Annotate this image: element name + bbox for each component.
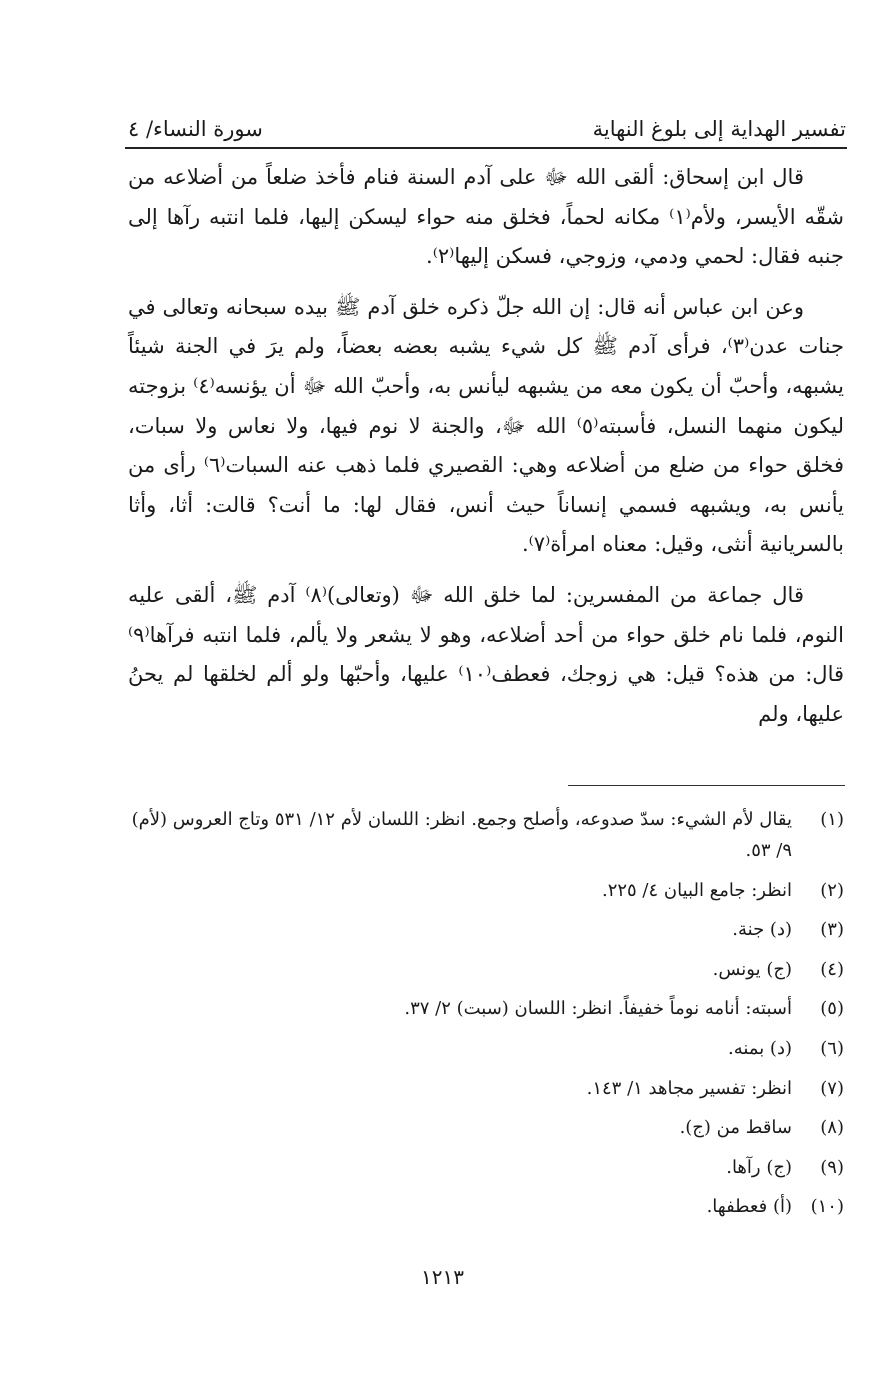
footnote	[128, 1112, 844, 1143]
footnote-number: (٧)	[820, 1077, 844, 1099]
footnote-number: (١)	[820, 809, 844, 830]
footnote-number: (٩)	[820, 1156, 844, 1178]
footnote-text: أسبته: أنامه نوماً خفيفاً. انظر: اللسان (سبت) ٢/ ٣٧.	[404, 998, 792, 1020]
footnote-text: (د) بمنه.	[727, 1037, 792, 1059]
footnote-separator	[568, 785, 845, 786]
surah-label: سورة النساء/ ٤	[128, 117, 263, 141]
footnote	[128, 1191, 844, 1222]
footnote	[128, 914, 844, 945]
footnote-number: (٤)	[820, 958, 844, 980]
paragraph: قال ابن إسحاق: ألقى الله ﷻ على آدم السنة فنام فأخذ ضلعاً من أضلاعه من شقّه الأيسر، ولأم⁽١⁾ مكانه لحماً، فخلق منه حواء ليسكن إليها، فلما انتبه رآها إلى جنبه فقال: لحمي ودمي، وزوجي، فسكن إليها⁽٢⁾.	[128, 165, 844, 269]
footnote	[128, 1073, 844, 1104]
footnote-number: (٢)	[820, 879, 844, 901]
running-header	[128, 100, 846, 144]
footnote-text: ساقط من (ج).	[679, 1117, 792, 1139]
footnote	[128, 1033, 844, 1064]
footnote-text: يقال لأم الشيء: سدّ صدوعه، وأصلح وجمع. انظر: اللسان لأم ١٢/ ٥٣١ وتاج العروس (لأم) ٩/ ٥٣.	[131, 809, 792, 861]
footnote-text: انظر: جامع البيان ٤/ ٢٢٥.	[601, 879, 792, 901]
footnote-text: (أ) فعطفها.	[706, 1196, 792, 1218]
footnote	[128, 875, 844, 906]
footnote	[128, 1152, 844, 1183]
footnote-number: (٦)	[820, 1037, 844, 1059]
book-title: تفسير الهداية إلى بلوغ النهاية	[592, 117, 846, 141]
paragraph: وعن ابن عباس أنه قال: إن الله جلّ ذكره خلق آدم ﷺ بيده سبحانه وتعالى في جنات عدن⁽٣⁾، فرأى آدم ﷺ كل شيء يشبه بعضه بعضاً، ولم يرَ في الجنة شيئاً يشبهه، وأحبّ أن يكون معه من يشبهه ليأنس به، وأحبّ الله ﷻ أن يؤنسه⁽٤⁾ بزوجته ليكون منهما النسل، فأسبته⁽٥⁾ الله ﷻ، والجنة لا نوم فيها، ولا نعاس ولا سبات، فخلق حواء من ضلع من أضلاعه وهي: القصيري فلما ذهب عنه السبات⁽٦⁾ رأى من يأنس به، ويشبهه فسمي إنساناً حيث أنس، فقال لها: ما أنت؟ قالت: أثا، وأثا بالسريانية أنثى، وقيل: معناه امرأة⁽٧⁾.	[128, 294, 845, 557]
footnote-text: انظر: تفسير مجاهد ١/ ١٤٣.	[586, 1077, 792, 1099]
footnote	[128, 804, 844, 866]
footnotes-list	[128, 804, 844, 1231]
footnote	[128, 954, 844, 985]
footnote-number: (٥)	[820, 998, 844, 1020]
footnote	[128, 993, 844, 1024]
footnote-number: (١٠)	[810, 1196, 844, 1218]
footnote-number: (٨)	[820, 1117, 844, 1139]
footnote-text: (ج) يونس.	[712, 958, 792, 980]
main-text	[128, 158, 844, 745]
header-rule	[125, 147, 847, 149]
footnote-text: (ج) رآها.	[726, 1156, 792, 1178]
paragraph: قال جماعة من المفسرين: لما خلق الله ﷻ (وتعالى)⁽٨⁾ آدم ﷺ، ألقى عليه النوم، فلما نام خلق حواء من أحد أضلاعه، وهو لا يشعر ولا يألم، فلما انتبه فرآها⁽٩⁾ قال: من هذه؟ قيل: هي زوجك، فعطف⁽١٠⁾ عليها، وأحبّها ولو ألم لخلقها لم يحنُ عليها، ولم	[128, 582, 845, 726]
page-number: ١٢١٣	[421, 1265, 464, 1289]
footnote-number: (٣)	[820, 919, 844, 941]
footnote-text: (د) جنة.	[732, 919, 792, 941]
